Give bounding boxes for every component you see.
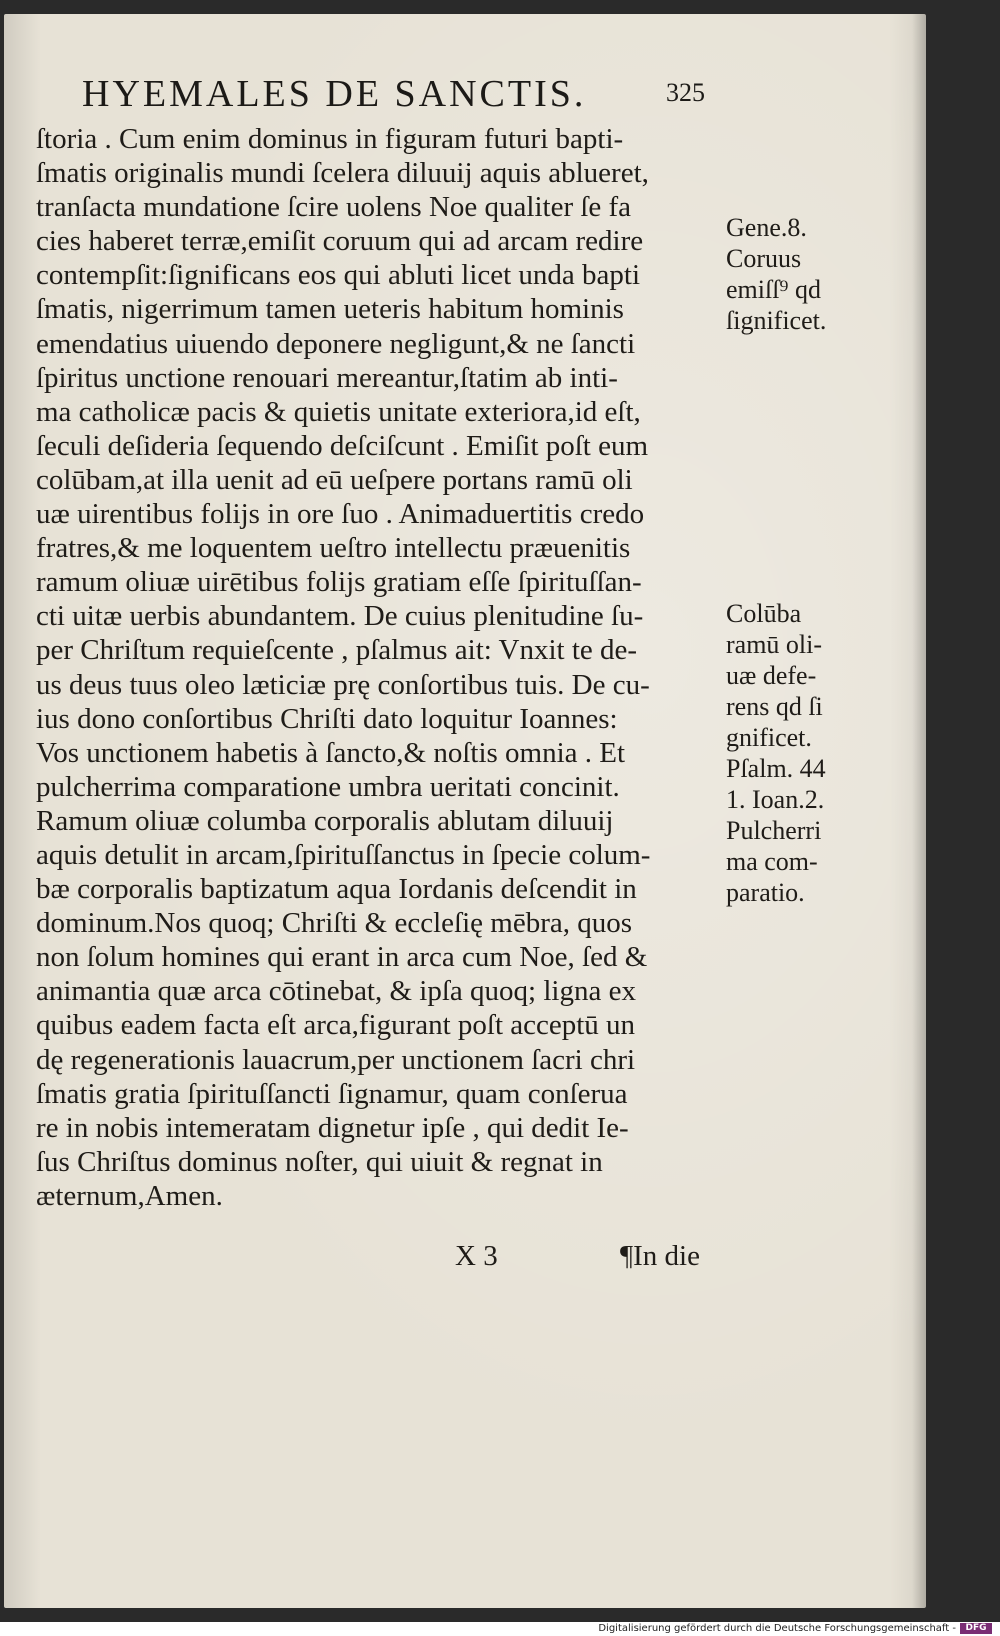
margin-note-line: ma com- <box>726 847 818 876</box>
text-line: fratres,& me loquentem ueſtro intellectu præuenitis <box>36 532 631 565</box>
text-line: bæ corporalis baptizatum aqua Iordanis deſcendit in <box>36 873 637 906</box>
text-line: cti uitæ uerbis abundantem. De cuius plenitudine ſu- <box>36 600 644 633</box>
text-line: ſus Chriſtus dominus noſter, qui uiuit & regnat in <box>36 1145 603 1178</box>
margin-note-line: gnificet. <box>726 723 812 752</box>
text-line: ſmatis gratia ſpirituſſancti ſignamur, quam conſerua <box>36 1077 628 1110</box>
margin-note-line: Pulcherri <box>726 816 822 845</box>
text-line: Vos unctionem habetis à ſancto,& noſtis omnia . Et <box>36 736 626 769</box>
text-line: cies haberet terræ,emiſit coruum qui ad arcam redire <box>36 225 644 258</box>
funding-credit: Digitalisierung gefördert durch die Deutsche Forschungsgemeinschaft - <box>598 1623 956 1634</box>
margin-note-genesis <box>726 212 826 336</box>
text-line: ſmatis, nigerrimum tamen ueteris habitum hominis <box>36 293 624 326</box>
text-line: æternum,Amen. <box>36 1179 223 1212</box>
signature-mark: X 3 <box>455 1240 498 1272</box>
body-text <box>36 122 736 1213</box>
text-line: pulcherrima comparatione umbra ueritati concinit. <box>36 770 620 803</box>
text-line: ſpiritus unctione renouari mereantur,ſtatim ab inti- <box>36 361 618 394</box>
text-line: aquis detulit in arcam,ſpirituſſanctus in ſpecie colum- <box>36 838 651 871</box>
text-line: tranſacta mundatione ſcire uolens Noe qualiter ſe fa <box>36 191 632 224</box>
text-line: uæ uirentibus folijs in ore ſuo . Animaduertitis credo <box>36 498 645 531</box>
margin-note-line: Coruus <box>726 244 802 273</box>
text-line: ramum oliuæ uirētibus folijs gratiam eſſe ſpirituſſan- <box>36 566 642 599</box>
margin-note-columba <box>726 598 826 908</box>
margin-note-line: Gene.8. <box>726 213 807 242</box>
text-line: per Chriſtum requieſcente , pſalmus ait: Vnxit te de- <box>36 634 638 667</box>
margin-note-line: uæ defe- <box>726 661 817 690</box>
text-line: re in nobis intemeratam dignetur ipſe , qui dedit Ie- <box>36 1111 629 1144</box>
text-line: colūbam,at illa uenit ad eū ueſpere portans ramū oli <box>36 463 633 496</box>
margin-note-line: 1. Ioan.2. <box>726 785 825 814</box>
margin-note-line: emiſſ⁹ qd <box>726 275 821 304</box>
text-line: emendatius uiuendo deponere negligunt,& ne ſancti <box>36 327 636 360</box>
text-line: ma catholicæ pacis & quietis unitate exteriora,id eſt, <box>36 395 641 428</box>
margin-note-line: ſignificet. <box>726 306 827 335</box>
text-line: Ramum oliuæ columba corporalis ablutam diluuij <box>36 804 614 837</box>
text-line: ſeculi deſideria ſequendo deſciſcunt . Emiſit poſt eum <box>36 429 649 462</box>
text-line: animantia quæ arca cōtinebat, & ipſa quoq; ligna ex <box>36 975 636 1008</box>
page-number: 325 <box>666 78 705 107</box>
digitization-footer <box>0 1622 1000 1636</box>
margin-note-line: ramū oli- <box>726 630 823 659</box>
page-edge-shadow <box>912 14 926 1608</box>
text-line: dę regenerationis lauacrum,per unctionem ſacri chri <box>36 1043 636 1076</box>
text-line: ſtoria . Cum enim dominus in figuram futuri bapti- <box>36 123 624 155</box>
text-line: dominum.Nos quoq; Chriſti & eccleſię mēbra, quos <box>36 907 633 940</box>
text-line: ſmatis originalis mundi ſcelera diluuij aquis ablueret, <box>36 157 649 190</box>
margin-note-line: Colūba <box>726 599 802 628</box>
margin-note-line: Pſalm. 44 <box>726 754 826 783</box>
margin-note-line: rens qd ſi <box>726 692 823 721</box>
text-line: contempſit:ſignificans eos qui abluti licet unda bapti <box>36 259 641 292</box>
running-head: HYEMALES DE SANCTIS. <box>82 73 587 115</box>
dfg-logo: DFG <box>960 1623 992 1634</box>
text-line: ius dono conſortibus Chriſti dato loquitur Ioannes: <box>36 702 618 735</box>
text-line: non ſolum homines qui erant in arca cum Noe, ſed & <box>36 941 648 974</box>
text-line: us deus tuus oleo læticiæ prę conſortibus tuis. De cu- <box>36 668 650 701</box>
margin-note-line: paratio. <box>726 878 805 907</box>
catchword: ¶In die <box>620 1240 700 1272</box>
text-line: quibus eadem facta eſt arca,figurant poſt acceptū un <box>36 1009 636 1042</box>
